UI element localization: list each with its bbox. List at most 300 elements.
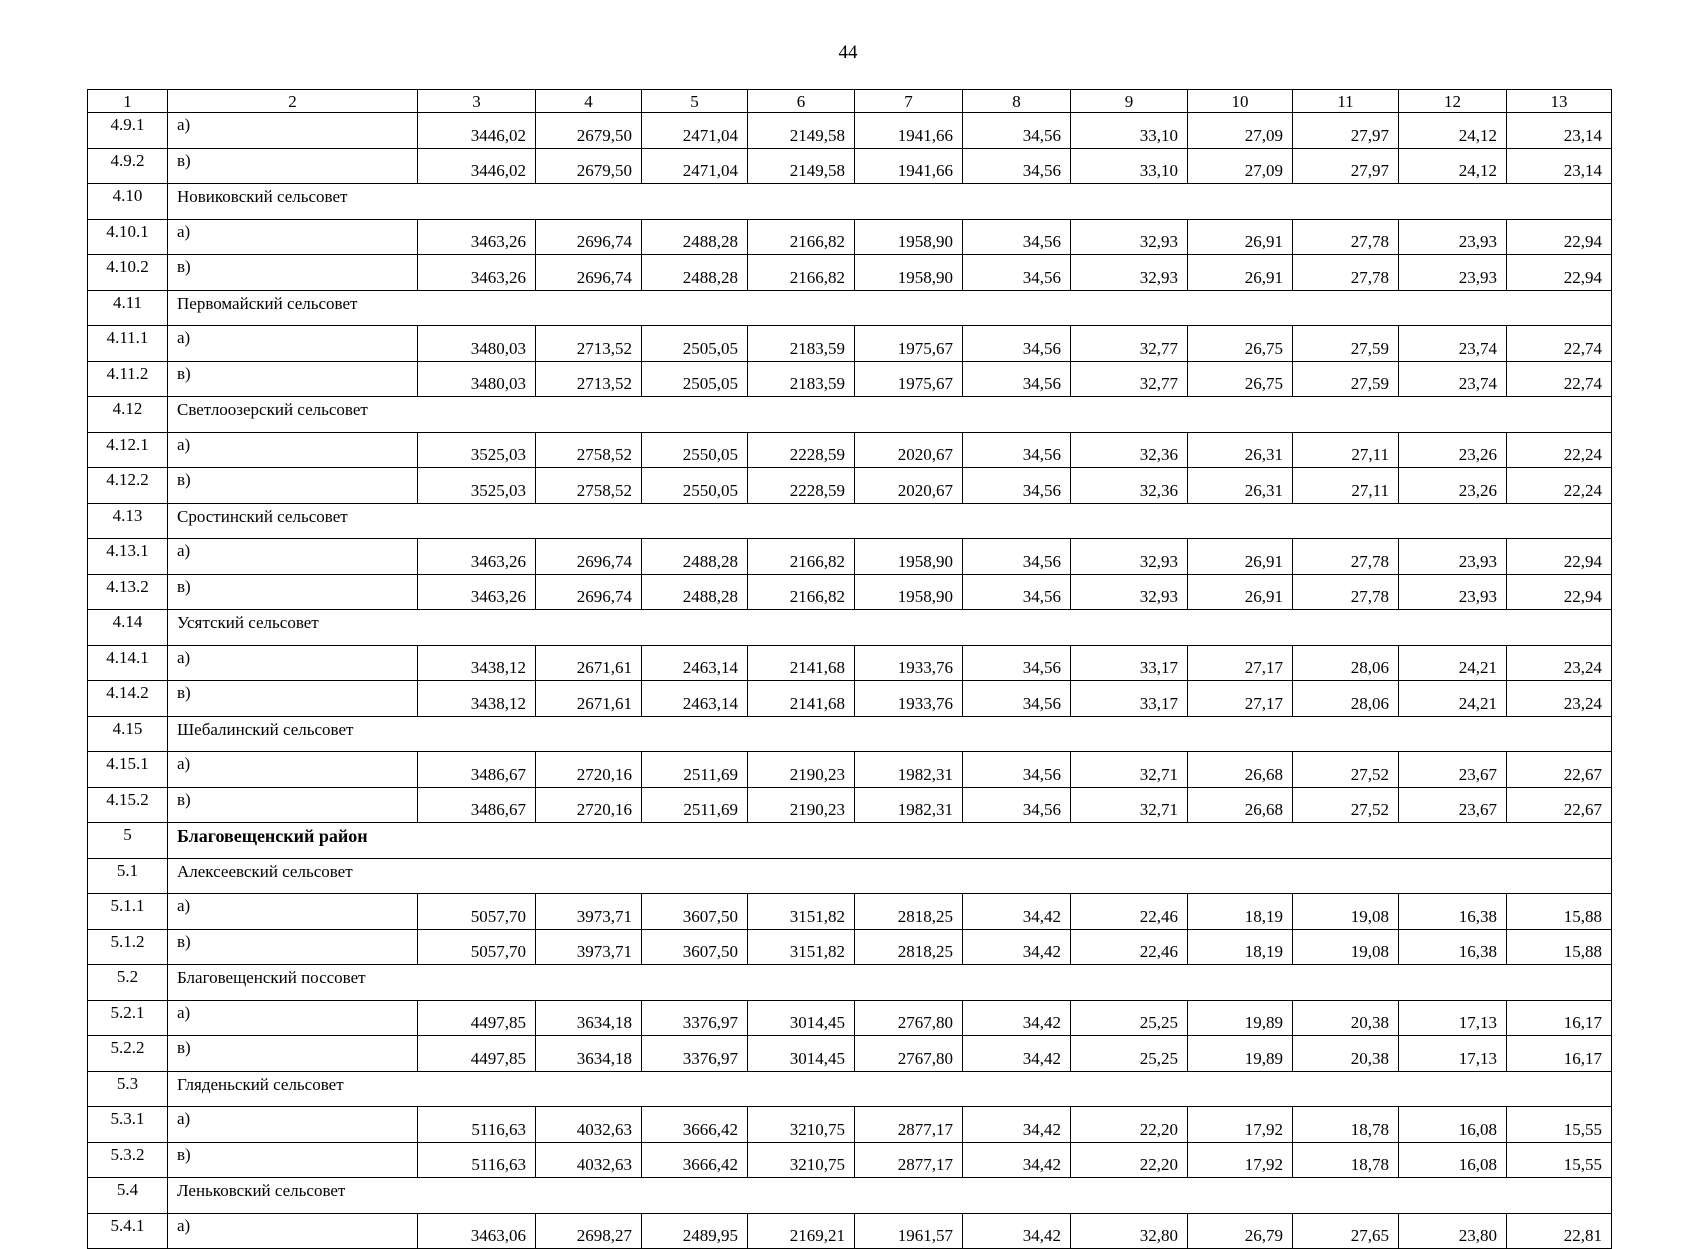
column-header: 5	[642, 90, 748, 113]
value-cell: 26,79	[1188, 1213, 1293, 1249]
row-code: 4.11	[88, 290, 168, 326]
value-cell: 23,67	[1399, 787, 1507, 823]
row-code: 5.3	[88, 1071, 168, 1107]
table-row	[88, 574, 1612, 610]
value-cell: 23,93	[1399, 255, 1507, 291]
value-cell: 27,65	[1293, 1213, 1399, 1249]
value-cell: 34,56	[963, 752, 1071, 788]
value-cell: 2183,59	[748, 326, 855, 362]
value-cell: 26,31	[1188, 468, 1293, 504]
value-cell: 27,17	[1188, 645, 1293, 681]
value-cell: 3666,42	[642, 1142, 748, 1178]
value-cell: 2149,58	[748, 113, 855, 149]
value-cell: 16,17	[1507, 1036, 1612, 1072]
value-cell: 2671,61	[536, 681, 642, 717]
value-cell: 3446,02	[418, 113, 536, 149]
value-cell: 32,93	[1071, 255, 1188, 291]
value-cell: 3525,03	[418, 468, 536, 504]
row-code: 4.12.1	[88, 432, 168, 468]
council-header-row	[88, 1178, 1612, 1214]
value-cell: 1961,57	[855, 1213, 963, 1249]
row-label: в)	[168, 681, 418, 717]
row-code: 5.1.2	[88, 929, 168, 965]
value-cell: 1933,76	[855, 645, 963, 681]
value-cell: 26,75	[1188, 361, 1293, 397]
council-header-row	[88, 397, 1612, 433]
value-cell: 2488,28	[642, 539, 748, 575]
value-cell: 24,21	[1399, 681, 1507, 717]
value-cell: 1975,67	[855, 361, 963, 397]
value-cell: 2758,52	[536, 468, 642, 504]
column-header: 9	[1071, 90, 1188, 113]
value-cell: 34,42	[963, 1142, 1071, 1178]
value-cell: 4032,63	[536, 1107, 642, 1143]
value-cell: 34,56	[963, 645, 1071, 681]
council-name: Благовещенский поссовет	[168, 965, 1612, 1001]
value-cell: 2679,50	[536, 148, 642, 184]
value-cell: 5057,70	[418, 894, 536, 930]
value-cell: 27,78	[1293, 539, 1399, 575]
value-cell: 27,59	[1293, 361, 1399, 397]
value-cell: 27,97	[1293, 113, 1399, 149]
council-header-row	[88, 503, 1612, 539]
value-cell: 3151,82	[748, 894, 855, 930]
value-cell: 22,67	[1507, 752, 1612, 788]
row-label: в)	[168, 255, 418, 291]
value-cell: 2877,17	[855, 1107, 963, 1143]
row-label: в)	[168, 148, 418, 184]
value-cell: 32,36	[1071, 468, 1188, 504]
value-cell: 34,56	[963, 219, 1071, 255]
value-cell: 1958,90	[855, 219, 963, 255]
value-cell: 22,94	[1507, 255, 1612, 291]
value-cell: 2488,28	[642, 574, 748, 610]
value-cell: 2141,68	[748, 681, 855, 717]
value-cell: 18,78	[1293, 1142, 1399, 1178]
value-cell: 2505,05	[642, 326, 748, 362]
value-cell: 18,78	[1293, 1107, 1399, 1143]
value-cell: 27,97	[1293, 148, 1399, 184]
row-code: 4.9.1	[88, 113, 168, 149]
value-cell: 1958,90	[855, 255, 963, 291]
council-name: Усятский сельсовет	[168, 610, 1612, 646]
row-label: а)	[168, 113, 418, 149]
value-cell: 2020,67	[855, 468, 963, 504]
value-cell: 34,56	[963, 255, 1071, 291]
value-cell: 16,08	[1399, 1107, 1507, 1143]
value-cell: 3634,18	[536, 1000, 642, 1036]
row-code: 5.4.1	[88, 1213, 168, 1249]
value-cell: 19,08	[1293, 894, 1399, 930]
value-cell: 2758,52	[536, 432, 642, 468]
value-cell: 33,17	[1071, 681, 1188, 717]
value-cell: 22,74	[1507, 326, 1612, 362]
council-header-row	[88, 610, 1612, 646]
row-label: в)	[168, 1036, 418, 1072]
value-cell: 26,68	[1188, 787, 1293, 823]
value-cell: 22,46	[1071, 929, 1188, 965]
row-code: 4.14.1	[88, 645, 168, 681]
row-code: 5.2.2	[88, 1036, 168, 1072]
value-cell: 2671,61	[536, 645, 642, 681]
value-cell: 23,14	[1507, 148, 1612, 184]
value-cell: 23,26	[1399, 468, 1507, 504]
value-cell: 2550,05	[642, 432, 748, 468]
council-name: Леньковский сельсовет	[168, 1178, 1612, 1214]
value-cell: 15,55	[1507, 1107, 1612, 1143]
value-cell: 2877,17	[855, 1142, 963, 1178]
row-code: 4.9.2	[88, 148, 168, 184]
row-label: в)	[168, 929, 418, 965]
value-cell: 22,46	[1071, 894, 1188, 930]
column-header: 13	[1507, 90, 1612, 113]
value-cell: 28,06	[1293, 645, 1399, 681]
row-code: 4.12.2	[88, 468, 168, 504]
value-cell: 3973,71	[536, 894, 642, 930]
value-cell: 17,13	[1399, 1036, 1507, 1072]
value-cell: 1958,90	[855, 574, 963, 610]
council-header-row	[88, 290, 1612, 326]
value-cell: 3525,03	[418, 432, 536, 468]
row-label: а)	[168, 539, 418, 575]
council-header-row	[88, 184, 1612, 220]
value-cell: 2190,23	[748, 787, 855, 823]
value-cell: 17,92	[1188, 1107, 1293, 1143]
row-code: 4.14	[88, 610, 168, 646]
value-cell: 32,71	[1071, 787, 1188, 823]
value-cell: 19,08	[1293, 929, 1399, 965]
value-cell: 2166,82	[748, 574, 855, 610]
row-label: а)	[168, 752, 418, 788]
council-header-row	[88, 1071, 1612, 1107]
table-row	[88, 432, 1612, 468]
value-cell: 1982,31	[855, 752, 963, 788]
row-code: 4.11.2	[88, 361, 168, 397]
value-cell: 2471,04	[642, 113, 748, 149]
value-cell: 34,56	[963, 432, 1071, 468]
value-cell: 2505,05	[642, 361, 748, 397]
value-cell: 23,14	[1507, 113, 1612, 149]
value-cell: 3463,06	[418, 1213, 536, 1249]
value-cell: 32,93	[1071, 574, 1188, 610]
value-cell: 26,68	[1188, 752, 1293, 788]
column-header: 8	[963, 90, 1071, 113]
value-cell: 2463,14	[642, 645, 748, 681]
table-row	[88, 148, 1612, 184]
value-cell: 2169,21	[748, 1213, 855, 1249]
value-cell: 32,77	[1071, 361, 1188, 397]
value-cell: 3151,82	[748, 929, 855, 965]
column-header: 3	[418, 90, 536, 113]
value-cell: 19,89	[1188, 1036, 1293, 1072]
value-cell: 26,91	[1188, 219, 1293, 255]
row-code: 5.2	[88, 965, 168, 1001]
column-header: 6	[748, 90, 855, 113]
value-cell: 2550,05	[642, 468, 748, 504]
value-cell: 2488,28	[642, 219, 748, 255]
row-code: 5.3.2	[88, 1142, 168, 1178]
value-cell: 22,74	[1507, 361, 1612, 397]
row-code: 4.10	[88, 184, 168, 220]
value-cell: 32,36	[1071, 432, 1188, 468]
council-name: Шебалинский сельсовет	[168, 716, 1612, 752]
value-cell: 3438,12	[418, 645, 536, 681]
value-cell: 16,38	[1399, 894, 1507, 930]
value-cell: 3463,26	[418, 539, 536, 575]
table-row	[88, 219, 1612, 255]
row-code: 4.13	[88, 503, 168, 539]
value-cell: 33,10	[1071, 113, 1188, 149]
value-cell: 2511,69	[642, 787, 748, 823]
table-row	[88, 1107, 1612, 1143]
value-cell: 22,20	[1071, 1142, 1188, 1178]
value-cell: 2166,82	[748, 219, 855, 255]
value-cell: 20,38	[1293, 1036, 1399, 1072]
row-code: 5.4	[88, 1178, 168, 1214]
value-cell: 27,11	[1293, 468, 1399, 504]
value-cell: 22,67	[1507, 787, 1612, 823]
value-cell: 34,56	[963, 326, 1071, 362]
value-cell: 2818,25	[855, 929, 963, 965]
value-cell: 27,52	[1293, 752, 1399, 788]
row-code: 4.11.1	[88, 326, 168, 362]
row-code: 4.15	[88, 716, 168, 752]
council-name: Светлоозерский сельсовет	[168, 397, 1612, 433]
table-row	[88, 113, 1612, 149]
value-cell: 2190,23	[748, 752, 855, 788]
value-cell: 33,17	[1071, 645, 1188, 681]
value-cell: 23,26	[1399, 432, 1507, 468]
value-cell: 2471,04	[642, 148, 748, 184]
value-cell: 2463,14	[642, 681, 748, 717]
value-cell: 18,19	[1188, 929, 1293, 965]
value-cell: 3463,26	[418, 219, 536, 255]
council-header-row	[88, 716, 1612, 752]
value-cell: 32,80	[1071, 1213, 1188, 1249]
value-cell: 3607,50	[642, 894, 748, 930]
value-cell: 2696,74	[536, 219, 642, 255]
value-cell: 3607,50	[642, 929, 748, 965]
page-number: 44	[838, 42, 858, 63]
row-code: 5.2.1	[88, 1000, 168, 1036]
value-cell: 2713,52	[536, 326, 642, 362]
value-cell: 2696,74	[536, 255, 642, 291]
value-cell: 34,42	[963, 929, 1071, 965]
value-cell: 2166,82	[748, 255, 855, 291]
value-cell: 3480,03	[418, 361, 536, 397]
value-cell: 34,56	[963, 113, 1071, 149]
value-cell: 24,12	[1399, 148, 1507, 184]
column-number-row	[88, 90, 1612, 113]
value-cell: 34,56	[963, 787, 1071, 823]
value-cell: 25,25	[1071, 1000, 1188, 1036]
value-cell: 15,55	[1507, 1142, 1612, 1178]
value-cell: 2489,95	[642, 1213, 748, 1249]
value-cell: 2818,25	[855, 894, 963, 930]
district-name: Благовещенский район	[168, 823, 1612, 859]
value-cell: 27,11	[1293, 432, 1399, 468]
value-cell: 1941,66	[855, 148, 963, 184]
value-cell: 3480,03	[418, 326, 536, 362]
table-row	[88, 894, 1612, 930]
value-cell: 2767,80	[855, 1000, 963, 1036]
value-cell: 1975,67	[855, 326, 963, 362]
value-cell: 32,93	[1071, 219, 1188, 255]
table-row	[88, 539, 1612, 575]
value-cell: 2713,52	[536, 361, 642, 397]
value-cell: 26,75	[1188, 326, 1293, 362]
value-cell: 26,91	[1188, 574, 1293, 610]
value-cell: 26,91	[1188, 255, 1293, 291]
value-cell: 20,38	[1293, 1000, 1399, 1036]
value-cell: 23,24	[1507, 681, 1612, 717]
value-cell: 32,93	[1071, 539, 1188, 575]
value-cell: 19,89	[1188, 1000, 1293, 1036]
column-header: 4	[536, 90, 642, 113]
value-cell: 2149,58	[748, 148, 855, 184]
row-code: 4.14.2	[88, 681, 168, 717]
row-label: в)	[168, 574, 418, 610]
table-body	[88, 113, 1612, 1249]
value-cell: 3486,67	[418, 752, 536, 788]
row-label: а)	[168, 645, 418, 681]
value-cell: 27,09	[1188, 113, 1293, 149]
column-header: 2	[168, 90, 418, 113]
value-cell: 22,81	[1507, 1213, 1612, 1249]
value-cell: 3014,45	[748, 1000, 855, 1036]
council-name: Гляденьский сельсовет	[168, 1071, 1612, 1107]
column-header: 11	[1293, 90, 1399, 113]
value-cell: 2141,68	[748, 645, 855, 681]
value-cell: 28,06	[1293, 681, 1399, 717]
value-cell: 16,17	[1507, 1000, 1612, 1036]
column-header: 12	[1399, 90, 1507, 113]
value-cell: 15,88	[1507, 894, 1612, 930]
value-cell: 34,42	[963, 1036, 1071, 1072]
value-cell: 22,94	[1507, 539, 1612, 575]
council-header-row	[88, 858, 1612, 894]
table-row	[88, 752, 1612, 788]
council-name: Алексеевский сельсовет	[168, 858, 1612, 894]
row-code: 4.15.2	[88, 787, 168, 823]
value-cell: 25,25	[1071, 1036, 1188, 1072]
column-header: 1	[88, 90, 168, 113]
value-cell: 27,78	[1293, 255, 1399, 291]
table-row	[88, 787, 1612, 823]
row-code: 5	[88, 823, 168, 859]
value-cell: 23,93	[1399, 539, 1507, 575]
value-cell: 1941,66	[855, 113, 963, 149]
value-cell: 3666,42	[642, 1107, 748, 1143]
value-cell: 34,42	[963, 1213, 1071, 1249]
row-label: в)	[168, 787, 418, 823]
value-cell: 5057,70	[418, 929, 536, 965]
value-cell: 3446,02	[418, 148, 536, 184]
value-cell: 34,42	[963, 1000, 1071, 1036]
row-label: в)	[168, 361, 418, 397]
table-row	[88, 1142, 1612, 1178]
council-name: Новиковский сельсовет	[168, 184, 1612, 220]
value-cell: 27,09	[1188, 148, 1293, 184]
row-label: а)	[168, 432, 418, 468]
council-name: Сростинский сельсовет	[168, 503, 1612, 539]
value-cell: 3438,12	[418, 681, 536, 717]
row-code: 4.15.1	[88, 752, 168, 788]
value-cell: 2183,59	[748, 361, 855, 397]
row-code: 5.3.1	[88, 1107, 168, 1143]
value-cell: 3463,26	[418, 255, 536, 291]
value-cell: 27,52	[1293, 787, 1399, 823]
row-label: а)	[168, 219, 418, 255]
value-cell: 22,94	[1507, 574, 1612, 610]
value-cell: 27,17	[1188, 681, 1293, 717]
value-cell: 34,56	[963, 681, 1071, 717]
value-cell: 22,94	[1507, 219, 1612, 255]
value-cell: 2696,74	[536, 539, 642, 575]
value-cell: 34,56	[963, 539, 1071, 575]
value-cell: 32,77	[1071, 326, 1188, 362]
column-header: 10	[1188, 90, 1293, 113]
value-cell: 1982,31	[855, 787, 963, 823]
column-header: 7	[855, 90, 963, 113]
value-cell: 15,88	[1507, 929, 1612, 965]
value-cell: 32,71	[1071, 752, 1188, 788]
value-cell: 5116,63	[418, 1107, 536, 1143]
value-cell: 34,56	[963, 361, 1071, 397]
table-row	[88, 681, 1612, 717]
value-cell: 23,93	[1399, 574, 1507, 610]
value-cell: 24,21	[1399, 645, 1507, 681]
value-cell: 5116,63	[418, 1142, 536, 1178]
value-cell: 17,92	[1188, 1142, 1293, 1178]
value-cell: 2679,50	[536, 113, 642, 149]
table-row	[88, 326, 1612, 362]
value-cell: 23,67	[1399, 752, 1507, 788]
row-code: 4.13.1	[88, 539, 168, 575]
value-cell: 2698,27	[536, 1213, 642, 1249]
value-cell: 4497,85	[418, 1036, 536, 1072]
value-cell: 34,56	[963, 574, 1071, 610]
row-label: а)	[168, 894, 418, 930]
value-cell: 16,38	[1399, 929, 1507, 965]
value-cell: 3376,97	[642, 1000, 748, 1036]
district-header-row	[88, 823, 1612, 859]
value-cell: 23,74	[1399, 326, 1507, 362]
tariff-table	[87, 89, 1612, 1249]
value-cell: 27,59	[1293, 326, 1399, 362]
row-code: 4.12	[88, 397, 168, 433]
value-cell: 26,31	[1188, 432, 1293, 468]
value-cell: 3634,18	[536, 1036, 642, 1072]
value-cell: 3973,71	[536, 929, 642, 965]
table-row	[88, 645, 1612, 681]
value-cell: 3014,45	[748, 1036, 855, 1072]
value-cell: 2166,82	[748, 539, 855, 575]
value-cell: 2511,69	[642, 752, 748, 788]
value-cell: 23,93	[1399, 219, 1507, 255]
value-cell: 2228,59	[748, 432, 855, 468]
value-cell: 23,80	[1399, 1213, 1507, 1249]
row-label: а)	[168, 326, 418, 362]
value-cell: 22,24	[1507, 468, 1612, 504]
table-row	[88, 255, 1612, 291]
row-label: а)	[168, 1107, 418, 1143]
value-cell: 33,10	[1071, 148, 1188, 184]
value-cell: 26,91	[1188, 539, 1293, 575]
value-cell: 34,42	[963, 1107, 1071, 1143]
value-cell: 22,20	[1071, 1107, 1188, 1143]
row-label: а)	[168, 1213, 418, 1249]
